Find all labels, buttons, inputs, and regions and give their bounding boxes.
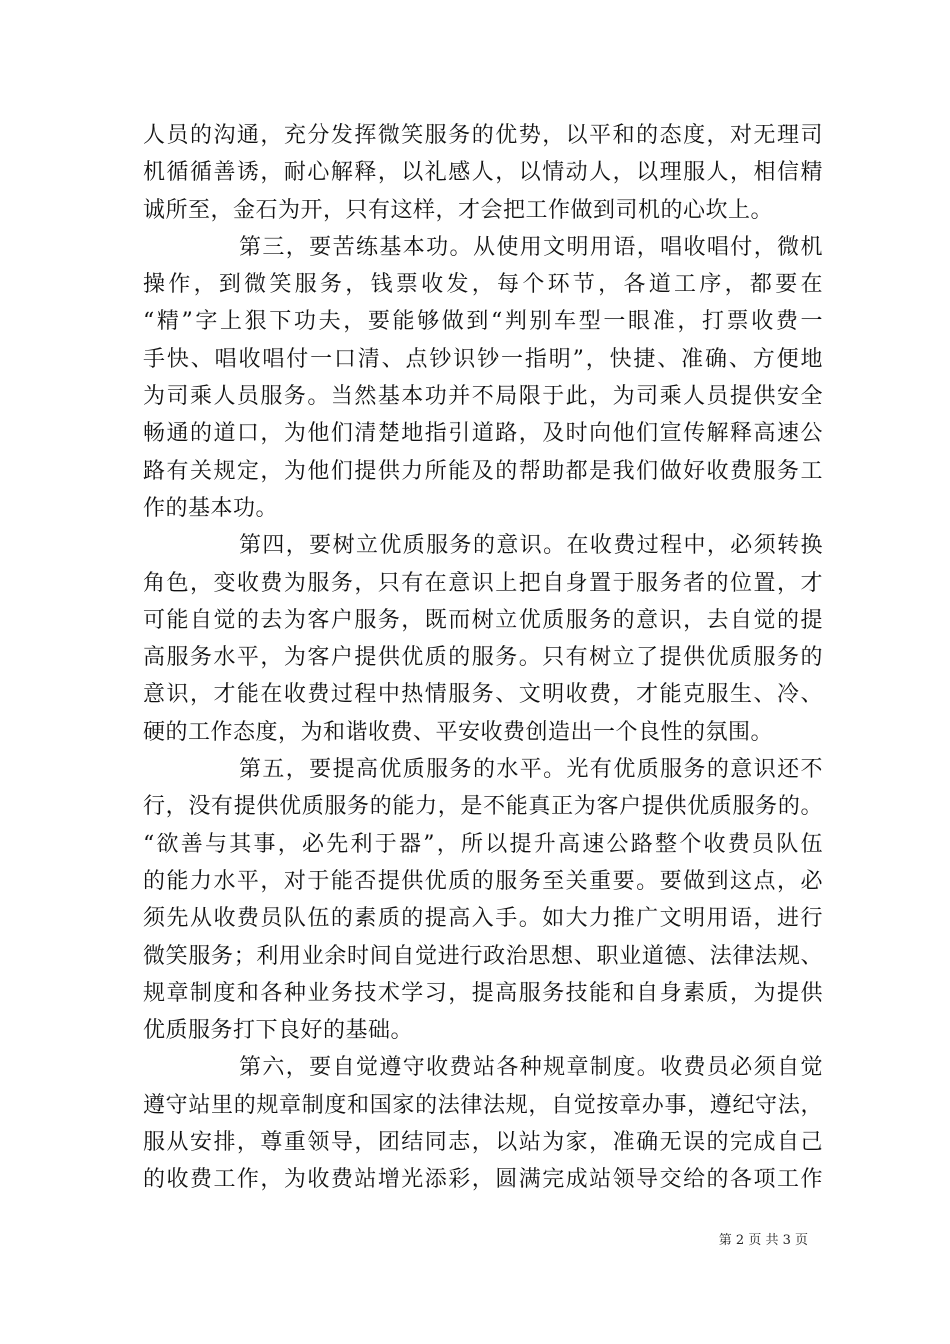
text-line: 服从安排，尊重领导，团结同志，以站为家，准确无误的完成自己 xyxy=(143,1130,823,1156)
text-line: 高服务水平，为客户提供优质的服务。只有树立了提供优质服务的 xyxy=(143,645,823,671)
paragraph-first-line: 第六，要自觉遵守收费站各种规章制度。收费员必须自觉 xyxy=(239,1055,823,1081)
body-text xyxy=(143,117,823,1199)
paragraph-first-line: 第四，要树立优质服务的意识。在收费过程中，必须转换 xyxy=(239,533,823,559)
text-line: 作的基本功。 xyxy=(143,495,279,521)
text-line: 微笑服务；利用业余时间自觉进行政治思想、职业道德、法律法规、 xyxy=(143,943,823,969)
text-line: 遵守站里的规章制度和国家的法律法规，自觉按章办事，遵纪守法， xyxy=(143,1092,823,1118)
text-line: 人员的沟通，充分发挥微笑服务的优势，以平和的态度，对无理司 xyxy=(143,123,823,148)
text-line: 操作，到微笑服务，钱票收发，每个环节，各道工序，都要在 xyxy=(143,272,823,298)
text-line: 的能力水平，对于能否提供优质的服务至关重要。要做到这点，必 xyxy=(143,868,823,894)
text-line: “精”字上狠下功夫，要能够做到“判别车型一眼准，打票收费一 xyxy=(143,309,823,335)
text-line: 诚所至，金石为开，只有这样，才会把工作做到司机的心坎上。 xyxy=(143,197,774,223)
paragraph-first-line: 第三，要苦练基本功。从使用文明用语，唱收唱付，微机 xyxy=(239,234,823,260)
text-line: 畅通的道口，为他们清楚地指引道路，及时向他们宣传解释高速公 xyxy=(143,421,823,447)
text-line: 路有关规定，为他们提供力所能及的帮助都是我们做好收费服务工 xyxy=(143,458,823,484)
text-line: 为司乘人员服务。当然基本功并不局限于此，为司乘人员提供安全 xyxy=(143,384,823,410)
paragraph-first-line: 第五，要提高优质服务的水平。光有优质服务的意识还不 xyxy=(239,757,823,783)
text-line: 的收费工作，为收费站增光添彩，圆满完成站领导交给的各项工作 xyxy=(143,1167,823,1193)
text-line: 优质服务打下良好的基础。 xyxy=(143,1018,414,1044)
text-line: “欲善与其事，必先利于器”，所以提升高速公路整个收费员队伍 xyxy=(143,831,823,857)
text-line: 机循循善诱，耐心解释，以礼感人，以情动人，以理服人，相信精 xyxy=(143,160,823,186)
text-line: 行，没有提供优质服务的能力，是不能真正为客户提供优质服务的。 xyxy=(143,794,823,820)
text-line: 规章制度和各种业务技术学习，提高服务技能和自身素质，为提供 xyxy=(143,980,823,1006)
page-number: 第 2 页 共 3 页 xyxy=(718,1233,808,1248)
text-line: 意识，才能在收费过程中热情服务、文明收费，才能克服生、冷、 xyxy=(143,682,823,708)
text-line: 硬的工作态度，为和谐收费、平安收费创造出一个良性的氛围。 xyxy=(143,719,774,745)
text-line: 手快、唱收唱付一口清、点钞识钞一指明”，快捷、准确、方便地 xyxy=(143,346,823,372)
text-line: 须先从收费员队伍的素质的提高入手。如大力推广文明用语，进行 xyxy=(143,906,823,932)
text-line: 角色，变收费为服务，只有在意识上把自身置于服务者的位置，才 xyxy=(143,570,823,596)
text-line: 可能自觉的去为客户服务，既而树立优质服务的意识，去自觉的提 xyxy=(143,607,823,633)
